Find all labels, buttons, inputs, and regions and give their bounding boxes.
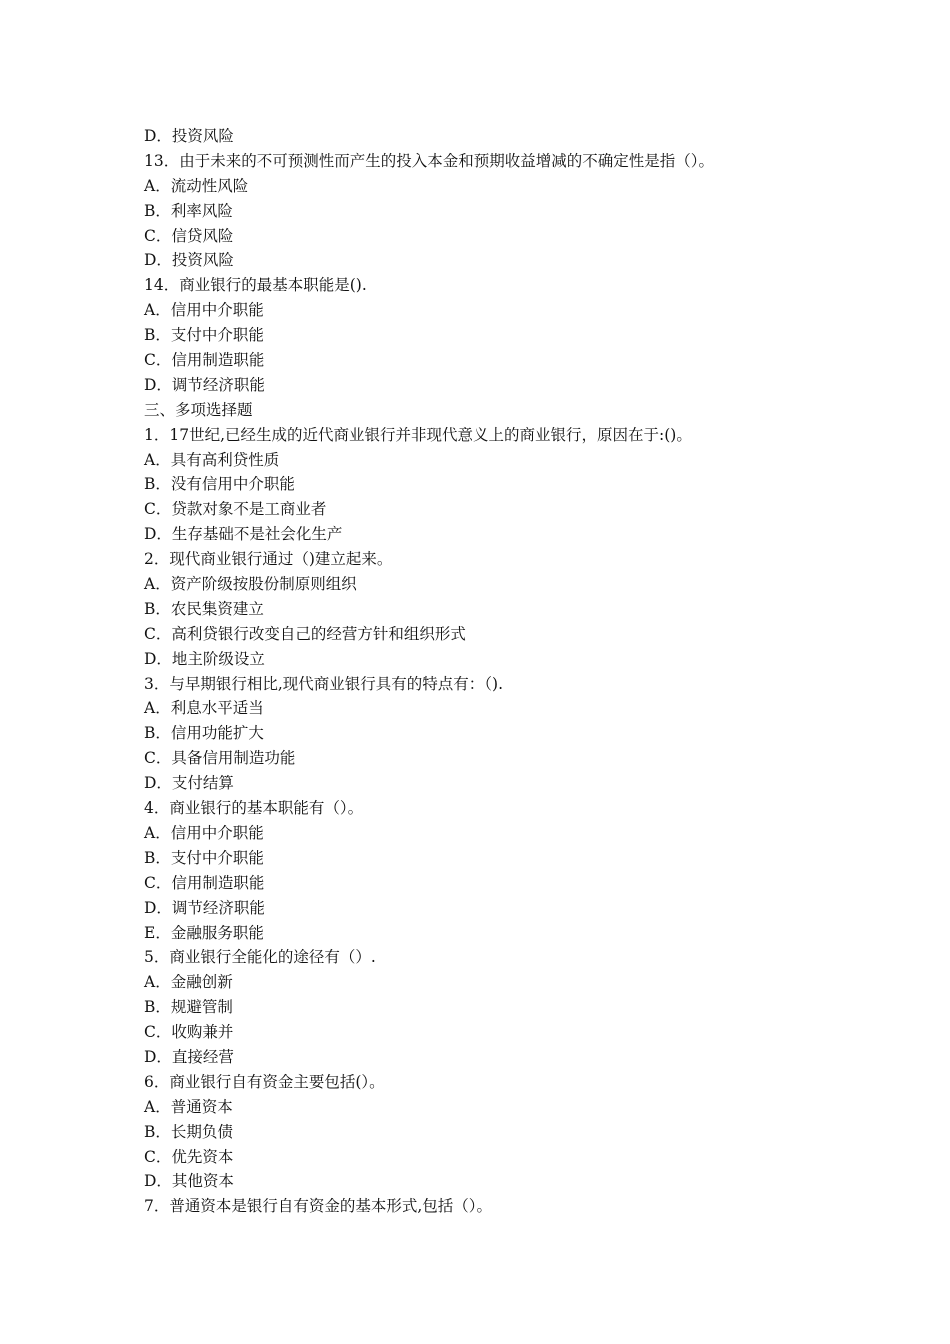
option-line: D．支付结算 bbox=[144, 774, 234, 793]
option-line: D．生存基础不是社会化生产 bbox=[144, 525, 343, 544]
option-line: A．普通资本 bbox=[144, 1097, 233, 1116]
option-line: C．贷款对象不是工商业者 bbox=[144, 500, 327, 519]
option-line: C．信用制造职能 bbox=[144, 351, 265, 370]
option-line: D．投资风险 bbox=[144, 127, 234, 145]
option-line: C．高利贷银行改变自己的经营方针和组织形式 bbox=[144, 624, 466, 643]
option-line: D．调节经济职能 bbox=[144, 375, 265, 394]
option-line: A．利息水平适当 bbox=[144, 699, 264, 718]
option-line: B．支付中介职能 bbox=[144, 848, 264, 867]
question-line: 4．商业银行的基本职能有（）。 bbox=[144, 799, 364, 818]
question-line: 2．现代商业银行通过（)建立起来。 bbox=[144, 550, 393, 569]
option-line: A．信用中介职能 bbox=[144, 823, 264, 842]
option-line: C．收购兼并 bbox=[144, 1023, 234, 1042]
option-line: D．其他资本 bbox=[144, 1172, 234, 1191]
option-line: B．信用功能扩大 bbox=[144, 724, 264, 743]
option-line: A．信用中介职能 bbox=[144, 301, 264, 320]
option-line: C．信贷风险 bbox=[144, 226, 234, 245]
option-line: B．支付中介职能 bbox=[144, 326, 264, 345]
option-line: C．信用制造职能 bbox=[144, 873, 265, 892]
option-line: A．具有高利贷性质 bbox=[144, 450, 280, 469]
option-line: E．金融服务职能 bbox=[144, 923, 264, 942]
option-line: A．资产阶级按股份制原则组织 bbox=[144, 575, 357, 594]
option-line: C．优先资本 bbox=[144, 1147, 234, 1166]
option-line: B．规避管制 bbox=[144, 998, 233, 1017]
option-line: B．长期负债 bbox=[144, 1122, 233, 1141]
question-line: 1．17世纪,已经生成的近代商业银行并非现代意义上的商业银行，原因在于:()。 bbox=[144, 425, 692, 444]
option-line: B．利率风险 bbox=[144, 201, 233, 220]
option-line: D．调节经济职能 bbox=[144, 898, 265, 917]
question-line: 6．商业银行自有资金主要包括(）。 bbox=[144, 1072, 385, 1091]
option-line: A．流动性风险 bbox=[144, 176, 249, 195]
option-line: D．直接经营 bbox=[144, 1047, 234, 1066]
document-body bbox=[144, 124, 844, 1219]
option-line: D．地主阶级设立 bbox=[144, 649, 265, 668]
option-line: B．农民集资建立 bbox=[144, 599, 264, 618]
question-line: 14．商业银行的最基本职能是(). bbox=[144, 276, 367, 295]
question-line: 7．普通资本是银行自有资金的基本形式,包括（）。 bbox=[144, 1197, 493, 1216]
section-heading: 三、多项选择题 bbox=[144, 400, 253, 419]
option-line: B．没有信用中介职能 bbox=[144, 475, 295, 494]
option-line: A．金融创新 bbox=[144, 973, 233, 992]
question-line: 5．商业银行全能化的途径有（）. bbox=[144, 948, 376, 967]
option-line: D．投资风险 bbox=[144, 251, 234, 270]
question-line: 13．由于未来的不可预测性而产生的投入本金和预期收益增减的不确定性是指（）。 bbox=[144, 151, 714, 170]
option-line: C．具备信用制造功能 bbox=[144, 749, 296, 768]
question-line: 3．与早期银行相比,现代商业银行具有的特点有：（). bbox=[144, 674, 504, 693]
